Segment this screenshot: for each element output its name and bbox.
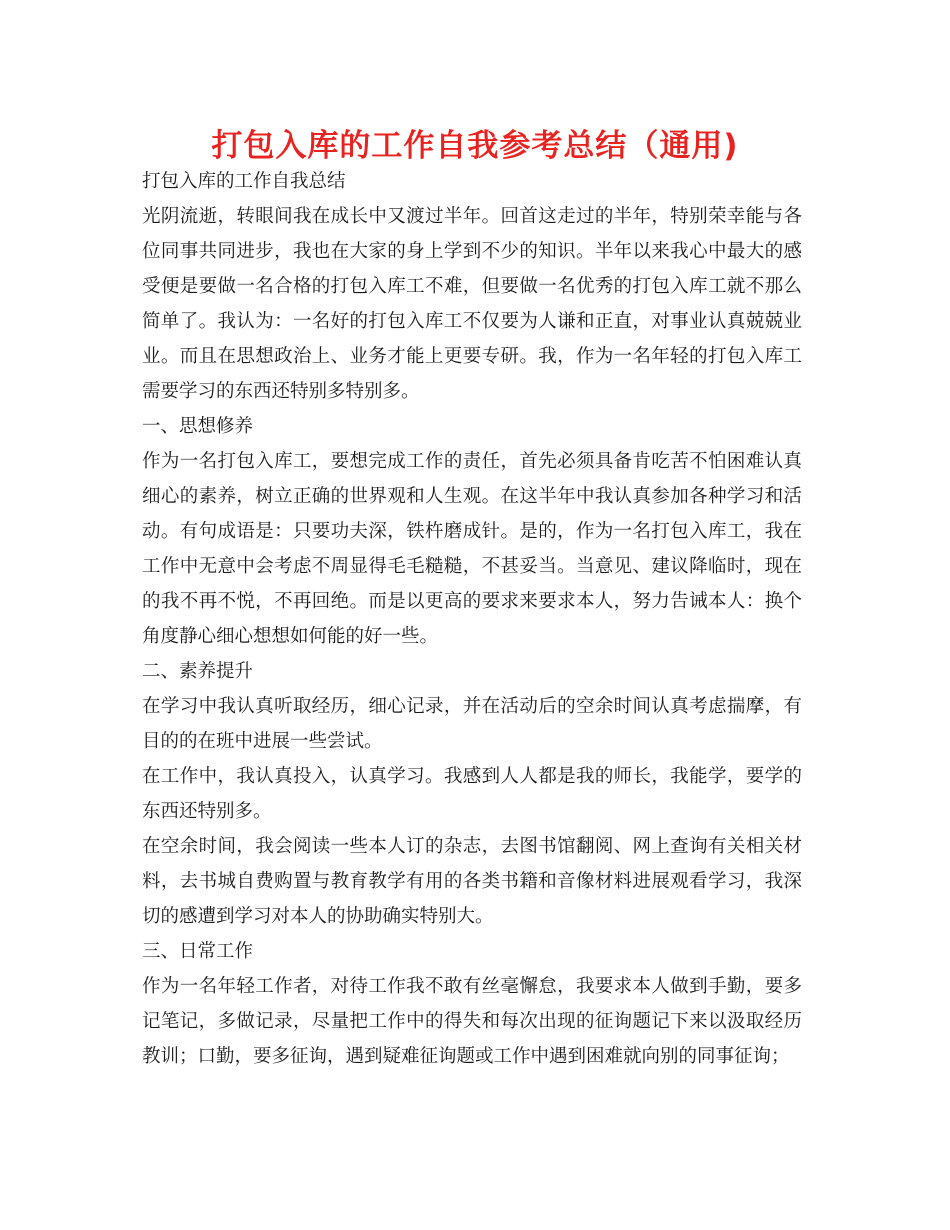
paragraph-daily-work: 作为一名年轻工作者，对待工作我不敢有丝毫懈怠，我要求本人做到手勤，要多记笔记，多做记录，尽量把工作中的得失和每次出现的征询题记下来以汲取经历教训；口勤，要多征询，遇到疑难征询题或工作中遇到困难就向别的同事征询； bbox=[142, 976, 802, 1067]
section-heading-2: 二、素养提升 bbox=[142, 661, 254, 682]
subtitle: 打包入库的工作自我总结 bbox=[142, 171, 346, 192]
section-heading-3: 三、日常工作 bbox=[142, 941, 254, 962]
document-title: 打包入库的工作自我参考总结（通用) bbox=[211, 128, 739, 164]
paragraph-work: 在工作中，我认真投入，认真学习。我感到人人都是我的师长，我能学，要学的东西还特别多。 bbox=[142, 766, 802, 822]
paragraph-thought: 作为一名打包入库工，要想完成工作的责任，首先必须具备肯吃苦不怕困难认真细心的素养，树立正确的世界观和人生观。在这半年中我认真参加各种学习和活动。有句成语是：只要功夫深，铁杵磨成针。是的，作为一名打包入库工，我在工作中无意中会考虑不周显得毛毛糙糙，不甚妥当。当意见、建议降临时，现在的我不再不悦，不再回绝。而是以更高的要求来要求本人，努力告诫本人：换个角度静心细心想想如何能的好一些。 bbox=[142, 451, 802, 647]
paragraph-study: 在学习中我认真听取经历，细心记录，并在活动后的空余时间认真考虑揣摩，有目的的在班中进展一些尝试。 bbox=[142, 696, 802, 752]
section-heading-1: 一、思想修养 bbox=[142, 416, 254, 437]
paragraph-intro: 光阴流逝，转眼间我在成长中又渡过半年。回首这走过的半年，特别荣幸能与各位同事共同进步，我也在大家的身上学到不少的知识。半年以来我心中最大的感受便是要做一名合格的打包入库工不难，但要做一名优秀的打包入库工就不那么简单了。我认为：一名好的打包入库工不仅要为人谦和正直，对事业认真兢兢业业。而且在思想政治上、业务才能上更要专研。我，作为一名年轻的打包入库工需要学习的东西还特别多特别多。 bbox=[142, 206, 802, 402]
paragraph-spare-time: 在空余时间，我会阅读一些本人订的杂志，去图书馆翻阅、网上查询有关相关材料，去书城自费购置与教育教学有用的各类书籍和音像材料进展观看学习，我深切的感遭到学习对本人的协助确实特别大。 bbox=[142, 836, 802, 927]
document-body bbox=[142, 164, 802, 1074]
